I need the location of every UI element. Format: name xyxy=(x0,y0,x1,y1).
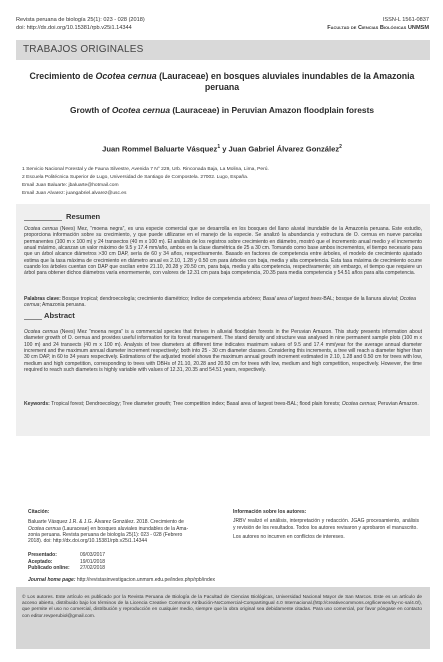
section-label: TRABAJOS ORIGINALES xyxy=(23,44,144,55)
keywords-label: Keywords: xyxy=(24,401,50,407)
palabras-clave-species: Ocotea cernua xyxy=(24,296,416,309)
resumen-rule xyxy=(24,220,62,221)
citation-line-4: 2018). doi: http://dx.doi.org/10.15381/rpb.v25i1.14344 xyxy=(28,538,147,545)
keywords-end: ; Peruvian Amazon. xyxy=(374,401,419,407)
citation-block xyxy=(28,509,218,544)
date-published xyxy=(28,565,218,572)
journal-citation-line: Revista peruana de biología 25(1): 023 - 028 (2018) xyxy=(16,17,145,23)
journal-home-label: Journal home page: xyxy=(28,577,76,583)
issn: ISSN-L 1561-0837 xyxy=(382,17,429,23)
journal-home xyxy=(28,577,428,583)
citation-species: Ocotea cernua xyxy=(28,525,61,532)
affiliation-2: 2 Escuela Politécnica Superior de Lugo, Universidad de Santiago de Compostela. 27002. Lugo, España. xyxy=(22,175,249,180)
title-english xyxy=(22,105,422,115)
resumen-body xyxy=(24,226,422,277)
abstract-species: Ocotea cernua xyxy=(24,329,58,335)
accepted-label: Aceptado: xyxy=(28,558,53,565)
title-es-prefix: Crecimiento de xyxy=(29,71,96,81)
title-spanish xyxy=(22,71,422,93)
doi-line: doi: http://dx.doi.org/10.15381/rpb.v25i1.14344 xyxy=(16,25,132,31)
author-list xyxy=(22,144,422,154)
abstract-text: (Nees) Mez “moena negra” is a commercial species that thrives in alluvial floodplain forests in the Peruvian Amazon. This study presents information about diameter growth of O. cernua and provides useful information for its forest management. The stand density and structure was analysed in nine permanent sample plots (100 m x 100 m) and 24 transects (40 m x 100 m). Analysis of tree diameters at different time indicates maximum values of 9.5 and 17.4 mm/year for the average annual diameter increment and the maximum annual diameter increment respectively; both into 25 - 30 cm diameter classes. Considering this increments, a tree will reach a diameter higher than 30 cm DAP, in 60 to 34 years respectively. Estimations of the adjusted model shows the maximum annual growth increment estimated in 2.10, 1.28 and 0.50 cm for trees with low, medium and high competition, corresponding to trees with DBHs of 21.10, 20.28 and 20.50 cm for trees with low, medium and high competition, respectively. However, the time required to reach such diameters is highly variable with values of 12.31, 20.35 and 54.51 years, respectively. xyxy=(24,329,423,374)
dates-block xyxy=(28,552,218,572)
published-label: Publicado online: xyxy=(28,565,70,572)
palabras-clave-italic: Basal area of largest trees xyxy=(262,296,322,302)
journal-home-url[interactable]: http://revistasinvestigacion.unmsm.edu.pe/index.php/rpb/index xyxy=(75,577,216,583)
conflict-statement: Los autores no incurren en conflictos de intereses. xyxy=(233,533,345,540)
resumen-text: (Nees) Mez, “moena negra”, es una especie comercial que se desarrolla en los bosques del llano aluvial inundable de la Amazonía peruana. Este estudio, proporciona información sobre su crecimiento, y que puede utilizarse en el manejo de la especie. Se analizó la abundancia y estructura de O. cernua en nueve parcelas permanentes (100 m x 100 m) y 24 transectos (40 m x 100 m). El análisis de los registros sobre crecimiento en diámetro, mostró que el incremento anual medio y el incremento anual máximo, alcanzan un valor máximo de 9.5 y 17.4 mm/año, ambos en la clase diamétrica de 25 a 30 cm. Tomando como base ambos incrementos, el tiempo necesario para que un árbol alcance diámetros >30 cm DAP, sería de 60 y 34 años, respectivamente. Basado en factores de competencia entre árboles, el modelo de crecimiento ajustado estima que la tasa máxima de crecimiento en diámetro anual es 2.10, 1.28 y 0.50 cm para árboles con baja, media y alta competencia. Esta tasa máxima de crecimiento ocurre cuando los árboles cuentan con DAP que oscilan entre 21.10, 20.28 y 20.50 cm, para baja, media y alta competencia, respectivamente; sin embargo, el tiempo que requiere un árbol para obtener dichos diámetros varía enormemente, con valores de 12.31 cm para baja competencia, 20.35 para media competencia y 54.51 años para alta competencia. xyxy=(24,226,423,277)
title-es-species: Ocotea cernua xyxy=(95,71,157,81)
author-1: Juan Rommel Baluarte Vásquez xyxy=(102,144,218,154)
license-footer xyxy=(16,587,430,649)
keywords xyxy=(24,401,422,407)
author-1-affiliation: 1 xyxy=(217,144,221,150)
faculty-name: Facultad de Ciencias Biológicas UNMSM xyxy=(327,25,429,31)
title-en-prefix: Growth of xyxy=(69,105,112,115)
resumen-species: Ocotea cernua xyxy=(24,226,58,232)
date-presented xyxy=(28,552,218,559)
published-value: 27/02/2018 xyxy=(80,565,106,572)
email-1: Email Juan Baluarte: jbaluarte@hotmail.com xyxy=(22,183,119,188)
section-banner xyxy=(16,40,430,60)
author-2-affiliation: 2 xyxy=(339,144,342,150)
author-info-body: JRBV realizó el análisis, interpretación y redacción. JGAG procesamiento, análisis y revisión de los resultados. Todos los autores revisaron y aprobaron el manuscrito. xyxy=(233,518,419,531)
license-text: © Los autores. Este artículo es publicado por la Revista Peruana de Biología de la Facultad de Ciencias Biológicas, Universidad Nacional Mayor de San Marcos. Este es un artículo de acceso abierto, distribuido bajo los términos de la Licencia Creative Commons Atribución-NoComercial-CompartirIgual 4.0 Internacional.(http://creativecommons.org/licenses/by-nc-sa/4.0/), que permite el uso no comercial, distribución y reproducción en cualquier medio, siempre que la obra original sea debidamente citadas. Para uso comercial, por favor póngase en contacto con editor.revperubiol@gmail.com. xyxy=(22,595,422,619)
palabras-clave-end: ; Amazonia peruana. xyxy=(39,302,86,309)
keywords-text: Tropical forest; Dendroecology; Tree diameter growth; Tree competition index; Basal area of largest trees-BAL; flood plain forests; xyxy=(49,401,342,407)
citation-line-2-text: (Lauraceae) en bosques aluviales inundables de la Ama- xyxy=(60,525,189,532)
keywords-species: Ocotea cernua xyxy=(341,401,375,407)
resumen-heading: Resumen xyxy=(66,212,101,221)
date-accepted xyxy=(28,559,218,566)
title-es-suffix: (Lauraceae) en bosques aluviales inundables de la Amazonia peruana xyxy=(156,71,415,92)
abstract-heading: Abstract xyxy=(44,311,75,320)
palabras-clave-text: Bosque tropical; dendroecología; crecimiento diamétrico; índice de competencia arbóreo; xyxy=(60,296,263,302)
citation-line-3: zonia peruana. Revista peruana de biología 25(1): 023 - 028 (Febrero xyxy=(28,531,183,538)
citation-heading: Citación: xyxy=(28,509,50,515)
abstract-rule xyxy=(24,319,42,320)
palabras-clave-label: Palabras clave: xyxy=(24,296,61,302)
presented-label: Presentado: xyxy=(28,552,57,558)
author-separator: y xyxy=(220,144,229,154)
author-info-block xyxy=(233,509,419,540)
abstract-body xyxy=(24,329,422,373)
title-en-suffix: (Lauraceae) in Peruvian Amazon floodplain forests xyxy=(170,105,375,115)
author-2: Juan Gabriel Álvarez González xyxy=(228,144,340,154)
accepted-value: 19/01/2018 xyxy=(80,558,106,565)
abstract-box xyxy=(16,204,430,436)
affiliations xyxy=(22,166,422,198)
palabras-clave-tail: -BAL; bosque de la llanura aluvial; xyxy=(321,296,400,302)
email-2: Email Juan Alvarez: juangabriel.alvarez@usc.es xyxy=(22,191,127,196)
title-en-species: Ocotea cernua xyxy=(111,105,171,115)
citation-line-1: Baluarte Vásquez J.R. & J.G. Álvarez González. 2018. Crecimiento de xyxy=(28,519,184,526)
affiliation-1: 1 Servicio Nacional Forestal y de Fauna Silvestre, Avenida 7 N° 229, Urb. Rinconada Baja, La Molina, Lima, Perú. xyxy=(22,167,269,172)
presented-value: 09/03/2017 xyxy=(80,552,106,558)
palabras-clave xyxy=(24,296,422,309)
author-info-heading: Información sobre los autores: xyxy=(233,509,307,515)
